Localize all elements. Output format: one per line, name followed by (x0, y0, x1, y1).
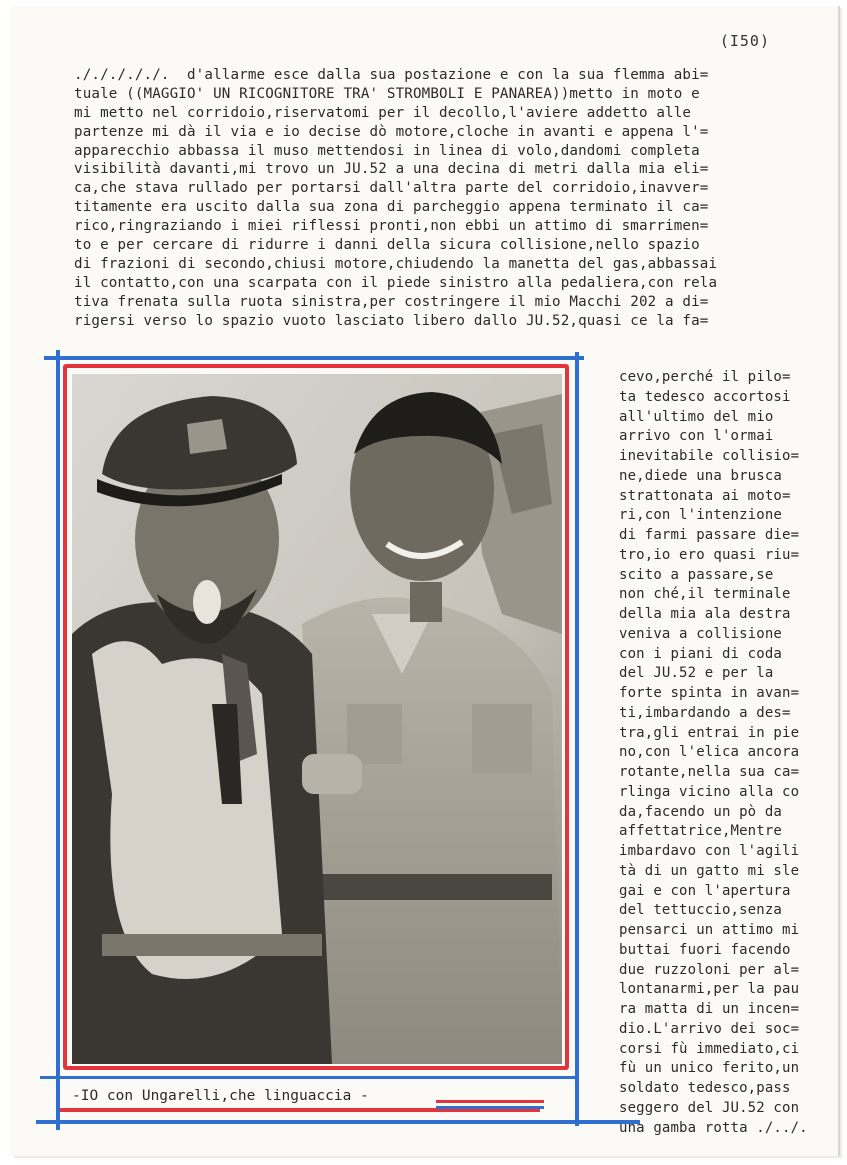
side-line: all'ultimo del mio (619, 408, 774, 425)
side-line: ri,con l'intenzione (619, 507, 782, 524)
side-line: due ruzzoloni per al= (619, 961, 800, 978)
body-line: ./././././. d'allarme esce dalla sua postazione e con la sua flemma abi= (74, 67, 709, 83)
side-line: di farmi passare die= (619, 527, 800, 543)
side-line: tà di un gatto mi sle (619, 862, 800, 879)
blue-frame-line (575, 352, 579, 1126)
side-line: ne,diede una brusca (619, 467, 782, 484)
photograph-two-airmen (72, 374, 562, 1064)
body-line: tiva frenata sulla ruota sinistra,per costringere il mio Macchi 202 a di= (74, 293, 709, 310)
side-line: ra matta di un incen= (619, 1001, 800, 1017)
side-line: veniva a collisione (619, 625, 782, 642)
side-line: soldato tedesco,pass (619, 1080, 791, 1096)
body-line: partenze mi dà il via e io decise dò motore,cloche in avanti e appena l'= (74, 123, 709, 140)
side-line: forte spinta in avan= (619, 685, 800, 701)
side-line: scito a passare,se (619, 566, 774, 583)
side-line: buttai fuori facendo (619, 941, 791, 958)
side-line: arrivo con l'ormai (619, 428, 774, 445)
side-line: con i piani di coda (619, 645, 782, 662)
body-line: visibilità davanti,mi trovo un JU.52 a una decina di metri dalla mia eli= (74, 161, 709, 178)
body-line: ca,che stava rullado per portarsi dall'altra parte del corridoio,inavver= (74, 180, 709, 197)
side-line: una gamba rotta ./../. (619, 1119, 808, 1136)
side-line: rotante,nella sua ca= (619, 764, 800, 780)
side-line: corsi fù immediato,ci (619, 1040, 800, 1057)
body-text (74, 66, 842, 330)
side-line: cevo,perché il pilo= (619, 369, 791, 385)
side-line: ti,imbardando a des= (619, 704, 791, 721)
body-line: mi metto nel corridoio,riservatomi per il decollo,l'aviere addetto alle (74, 104, 692, 121)
side-line: tra,gli entrai in pie (619, 724, 800, 741)
side-line: tro,io ero quasi riu= (619, 546, 800, 563)
side-line: del JU.52 e per la (619, 665, 774, 682)
side-line: no,con l'elica ancora (619, 744, 800, 761)
side-column-text (619, 368, 845, 1138)
body-line: rigersi verso lo spazio vuoto lasciato libero dallo JU.52,quasi ce la fa= (74, 312, 709, 329)
body-line: apparecchio abbassa il muso mettendosi in linea di volo,dandomi completa (74, 142, 700, 159)
body-line: tuale ((MAGGIO' UN RICOGNITORE TRA' STROMBOLI E PANAREA))metto in moto e (74, 85, 700, 102)
body-line: titamente era uscito dalla sua zona di parcheggio appena terminato il ca= (74, 199, 709, 216)
side-line: non ché,il terminale (619, 586, 791, 603)
side-line: da,facendo un pò da (619, 803, 782, 820)
body-line: il contatto,con una scarpata con il piede sinistro alla pedaliera,con rela (74, 274, 718, 291)
side-line: imbardavo con l'agili (619, 843, 800, 859)
blue-frame-line (44, 356, 584, 360)
body-line: to e per cercare di ridurre i danni della sicura collisione,nello spazio (74, 237, 700, 254)
side-line: ta tedesco accortosi (619, 388, 791, 405)
body-line: rico,ringraziando i miei riflessi pronti,non ebbi un attimo di smarrimen= (74, 218, 709, 235)
blue-frame-line (56, 350, 60, 1130)
side-line: affettatrice,Mentre (619, 823, 782, 840)
body-line: di frazioni di secondo,chiusi motore,chiudendo la manetta del gas,abbassai (74, 255, 718, 272)
blue-frame-line (36, 1120, 640, 1124)
photo-caption: -IO con Ungarelli,che linguaccia - (72, 1088, 369, 1104)
side-line: fù un unico ferito,un (619, 1060, 800, 1077)
side-line: inevitabile collisio= (619, 448, 800, 464)
side-line: pensarci un attimo mi (619, 922, 800, 938)
page-number: (I50) (719, 32, 770, 50)
side-line: lontanarmi,per la pau (619, 981, 800, 998)
caption-blue-underline (436, 1106, 544, 1109)
side-line: strattonata ai moto= (619, 487, 791, 504)
side-line: del tettuccio,senza (619, 902, 782, 919)
side-line: gai e con l'apertura (619, 882, 791, 899)
caption-red-underline (436, 1100, 544, 1103)
side-line: della mia ala destra (619, 606, 791, 622)
blue-frame-line (40, 1076, 578, 1079)
side-line: seggero del JU.52 con (619, 1099, 800, 1116)
side-line: dio.L'arrivo dei soc= (619, 1020, 800, 1037)
side-line: rlinga vicino alla co (619, 783, 800, 800)
